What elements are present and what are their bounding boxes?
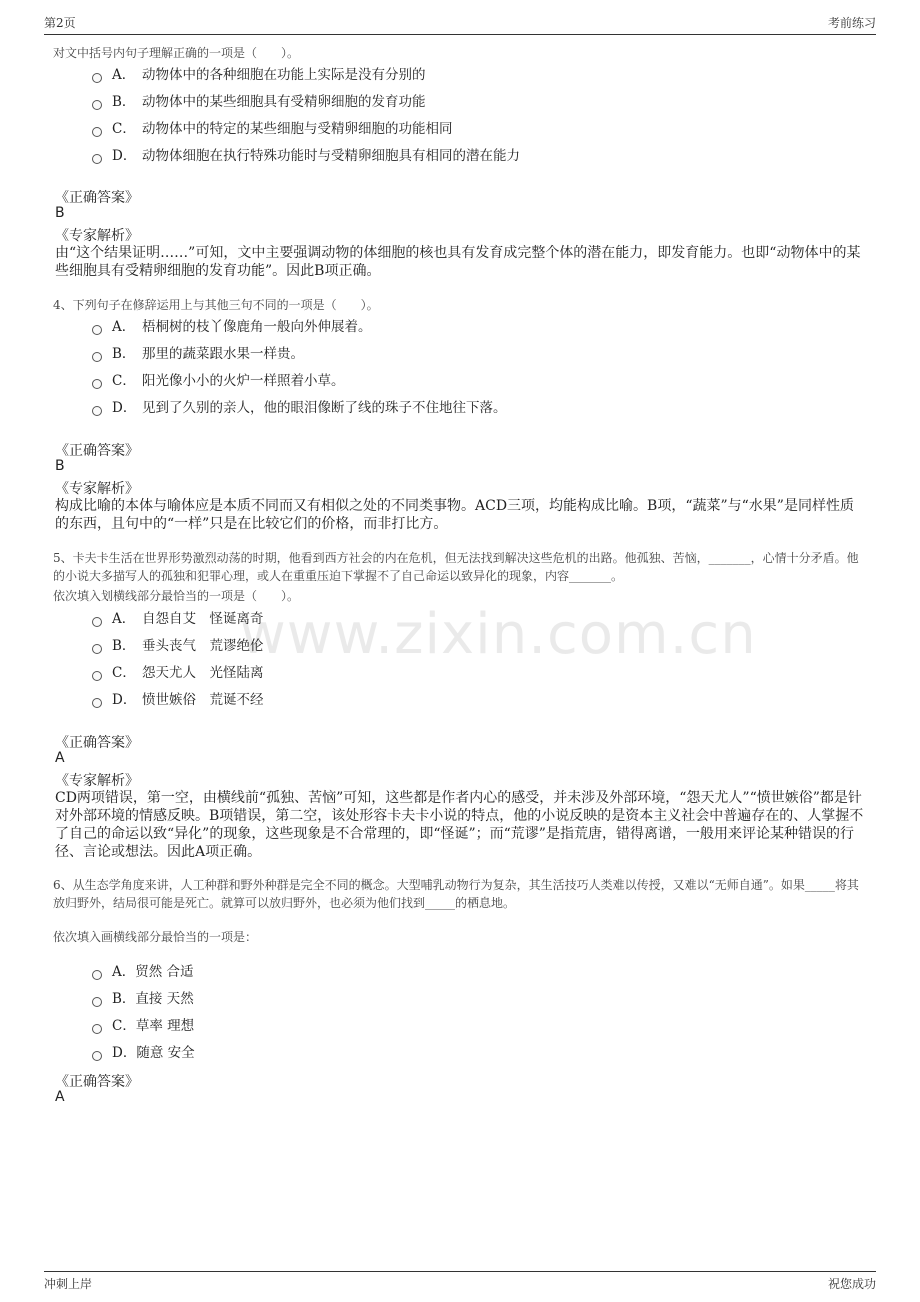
question-6-options <box>92 958 195 1066</box>
option-b[interactable]: B． 垂头丧气 荒谬绝伦 <box>92 632 264 659</box>
analysis-text: 构成比喻的本体与喻体应是本质不同而又有相似之处的不同类事物。ACD三项，均能构成比喻。B项，“蔬菜”与“水果”是同样性质的东西，且句中的“一样”只是在比较它们的价格，而非打比方。 <box>55 498 854 532</box>
radio-button[interactable] <box>92 617 102 627</box>
answer-label: 《正确答案》 <box>55 1074 139 1090</box>
question-6-stem: 6、从生态学角度来讲，人工种群和野外种群是完全不同的概念。大型哺乳动物行为复杂，其生活技巧人类难以传授，又难以“无师自通”。如果_____将其放归野外，结局很可能是死亡。就算可以放归野外，也必须为他们找到_____的栖息地。 <box>53 878 859 910</box>
option-a[interactable]: A． 自怨自艾 怪诞离奇 <box>92 605 264 632</box>
question-4-stem: 4、下列句子在修辞运用上与其他三句不同的一项是（ ）。 <box>53 298 379 312</box>
header-title: 考前练习 <box>827 16 876 30</box>
footer-left-text: 冲刺上岸 <box>44 1277 93 1291</box>
analysis-label: 《专家解析》 <box>55 228 139 244</box>
radio-button[interactable] <box>92 671 102 681</box>
question-5-options <box>92 605 264 713</box>
question-3-options <box>92 61 520 169</box>
answer-value: A <box>55 750 65 766</box>
watermark: www.zixin.com.cn <box>240 602 757 667</box>
radio-button[interactable] <box>92 325 102 335</box>
analysis-text: CD两项错误，第一空，由横线前“孤独、苦恼”可知，这些都是作者内心的感受，并未涉及外部环境，“怨天尤人”“愤世嫉俗”都是针对外部环境的情感反映。B项错误，第二空，该处形容卡夫卡小说的特点，他的小说反映的是资本主义社会中普遍存在的、人掌握不了自己的命运以致“异化”的现象，这些现象是不合常理的，即“怪诞”；而“荒谬”是指荒唐，错得离谱，一般用来评论某种错误的行径、言论或想法。因此A项正确。 <box>55 790 864 860</box>
radio-button[interactable] <box>92 379 102 389</box>
radio-button[interactable] <box>92 154 102 164</box>
radio-button[interactable] <box>92 644 102 654</box>
radio-button[interactable] <box>92 406 102 416</box>
option-d[interactable]: D． 愤世嫉俗 荒诞不经 <box>92 686 264 713</box>
answer-label: 《正确答案》 <box>55 735 139 751</box>
radio-button[interactable] <box>92 1051 102 1061</box>
option-c[interactable]: C． 阳光像小小的火炉一样照着小草。 <box>92 367 507 394</box>
analysis-label: 《专家解析》 <box>55 773 139 789</box>
answer-label: 《正确答案》 <box>55 443 139 459</box>
analysis-label: 《专家解析》 <box>55 481 139 497</box>
question-6-instruction: 依次填入画横线部分最恰当的一项是： <box>53 930 258 944</box>
page-number: 第2页 <box>44 16 76 30</box>
answer-value: B <box>55 458 65 474</box>
footer-right-text: 祝您成功 <box>827 1277 876 1291</box>
radio-button[interactable] <box>92 127 102 137</box>
option-b[interactable]: B． 动物体中的某些细胞具有受精卵细胞的发育功能 <box>92 88 520 115</box>
question-3-stem: 对文中括号内句子理解正确的一项是（ ）。 <box>53 46 300 60</box>
option-c[interactable]: C． 怨天尤人 光怪陆离 <box>92 659 264 686</box>
option-d[interactable]: D． 动物体细胞在执行特殊功能时与受精卵细胞具有相同的潜在能力 <box>92 142 520 169</box>
option-a[interactable]: A． 动物体中的各种细胞在功能上实际是没有分别的 <box>92 61 520 88</box>
radio-button[interactable] <box>92 1024 102 1034</box>
option-d[interactable]: D． 随意 安全 <box>92 1039 195 1066</box>
page-footer <box>44 1271 876 1292</box>
page-header <box>44 14 876 35</box>
question-4-options <box>92 313 507 421</box>
option-a[interactable]: A． 贸然 合适 <box>92 958 195 985</box>
option-d[interactable]: D． 见到了久别的亲人，他的眼泪像断了线的珠子不住地往下落。 <box>92 394 507 421</box>
analysis-text: 由“这个结果证明……”可知，文中主要强调动物的体细胞的核也具有发育成完整个体的潜在能力，即发育能力。也即“动物体中的某些细胞具有受精卵细胞的发育功能”。因此B项正确。 <box>55 245 861 279</box>
radio-button[interactable] <box>92 997 102 1007</box>
radio-button[interactable] <box>92 698 102 708</box>
radio-button[interactable] <box>92 100 102 110</box>
question-5-instruction: 依次填入划横线部分最恰当的一项是（ ）。 <box>53 589 300 603</box>
option-c[interactable]: C． 草率 理想 <box>92 1012 195 1039</box>
option-c[interactable]: C． 动物体中的特定的某些细胞与受精卵细胞的功能相同 <box>92 115 520 142</box>
answer-value: A <box>55 1089 65 1105</box>
question-5-stem: 5、卡夫卡生活在世界形势激烈动荡的时期，他看到西方社会的内在危机，但无法找到解决这些危机的出路。他孤独、苦恼，_______，心情十分矛盾。他的小说大多描写人的孤独和犯罪心理，或人在重重压迫下掌握不了自己命运以致异化的现象，内容_______。 <box>53 551 859 583</box>
option-b[interactable]: B． 那里的蔬菜跟水果一样贵。 <box>92 340 507 367</box>
radio-button[interactable] <box>92 73 102 83</box>
radio-button[interactable] <box>92 352 102 362</box>
option-b[interactable]: B． 直接 天然 <box>92 985 195 1012</box>
option-a[interactable]: A． 梧桐树的枝丫像鹿角一般向外伸展着。 <box>92 313 507 340</box>
radio-button[interactable] <box>92 970 102 980</box>
answer-label: 《正确答案》 <box>55 190 139 206</box>
answer-value: B <box>55 205 65 221</box>
